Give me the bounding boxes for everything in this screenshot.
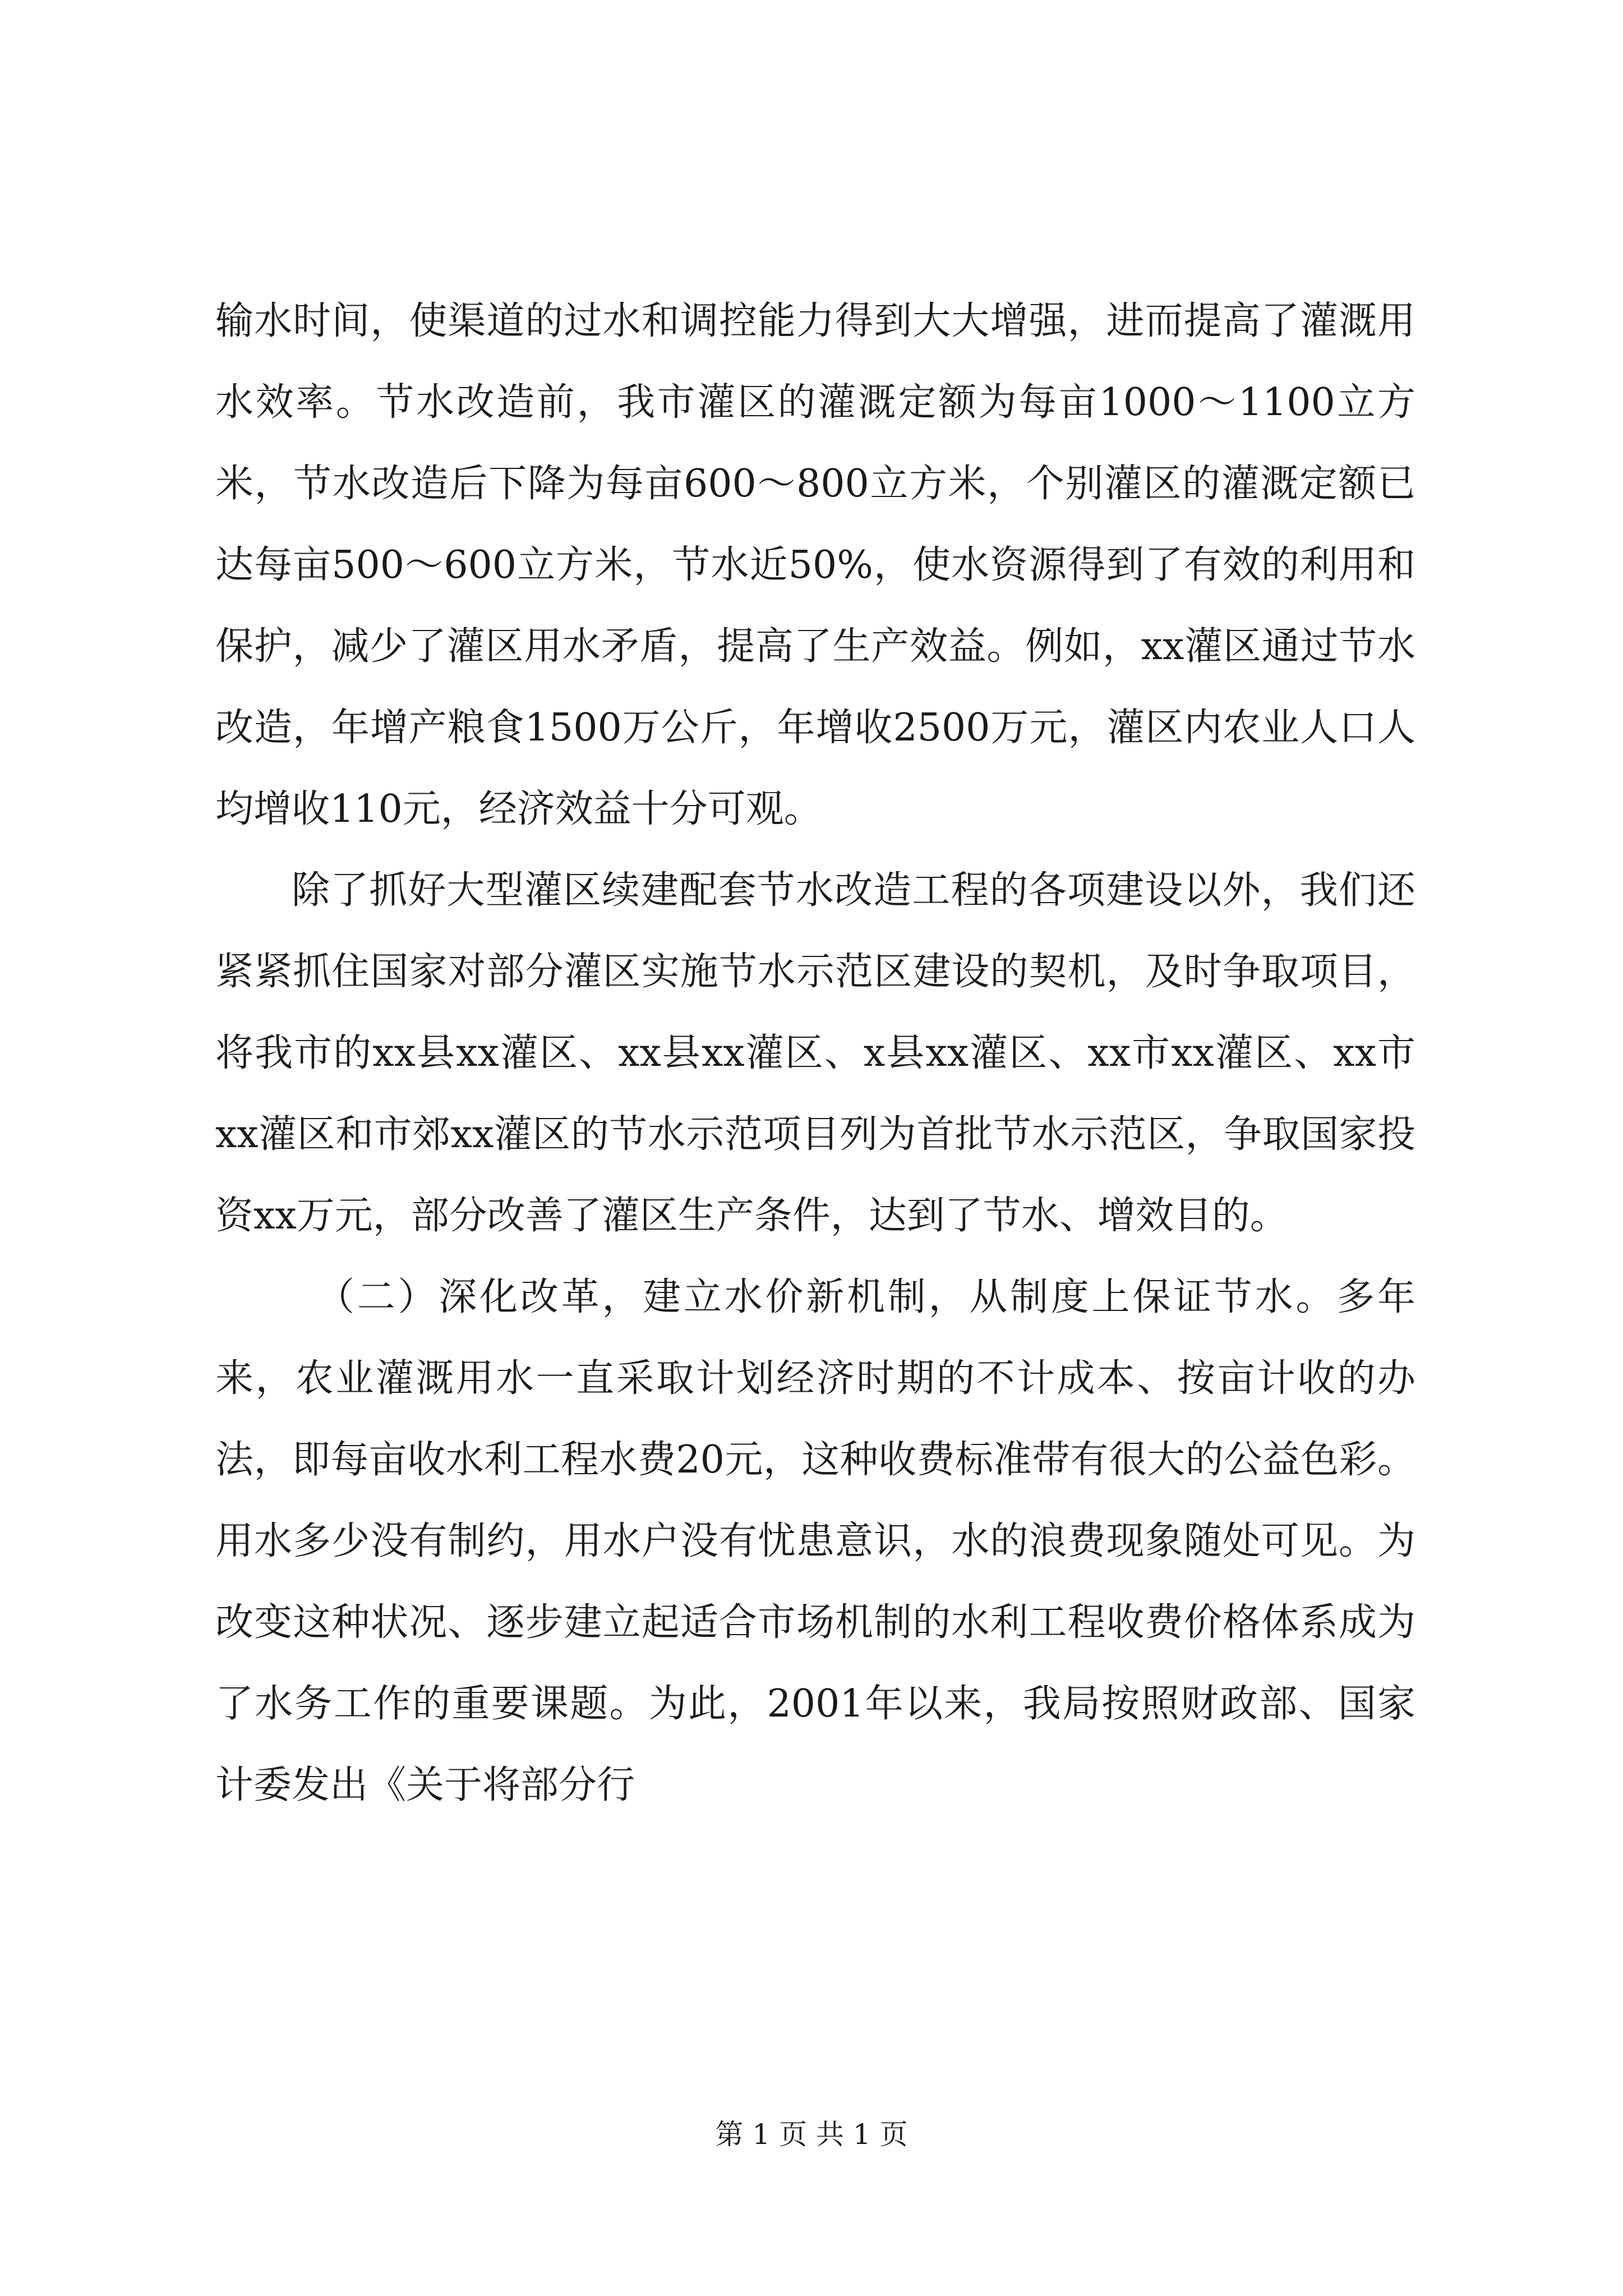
document-body — [215, 280, 1415, 1826]
paragraph-water-price-reform: （二）深化改革，建立水价新机制，从制度上保证节水。多年来，农业灌溉用水一直采取计划经济时期的不计成本、按亩计收的办法，即每亩收水利工程水费20元，这种收费标准带有很大的公益色彩。用水多少没有制约，用水户没有忧患意识，水的浪费现象随处可见。为改变这种状况、逐步建立起适合市场机制的水利工程收费价格体系成为了水务工作的重要课题。为此，2001年以来，我局按照财政部、国家计委发出《关于将部分行 — [215, 1275, 1415, 1807]
paragraph-demonstration-zones: 除了抓好大型灌区续建配套节水改造工程的各项建设以外，我们还紧紧抓住国家对部分灌区实施节水示范区建设的契机，及时争取项目，将我市的xx县xx灌区、xx县xx灌区、x县xx灌区、xx市xx灌区、xx市xx灌区和市郊xx灌区的节水示范项目列为首批节水示范区，争取国家投资xx万元，部分改善了灌区生产条件，达到了节水、增效目的。 — [215, 868, 1415, 1238]
page-footer: 第 1 页 共 1 页 — [715, 2118, 908, 2151]
paragraph-continuation: 输水时间，使渠道的过水和调控能力得到大大增强，进而提高了灌溉用水效率。节水改造前，我市灌区的灌溉定额为每亩1000～1100立方米，节水改造后下降为每亩600～800立方米，个别灌区的灌溉定额已达每亩500～600立方米，节水近50%，使水资源得到了有效的利用和保护，减少了灌区用水矛盾，提高了生产效益。例如，xx灌区通过节水改造，年增产粮食1500万公斤，年增收2500万元，灌区内农业人口人均增收110元，经济效益十分可观。 — [215, 299, 1415, 831]
